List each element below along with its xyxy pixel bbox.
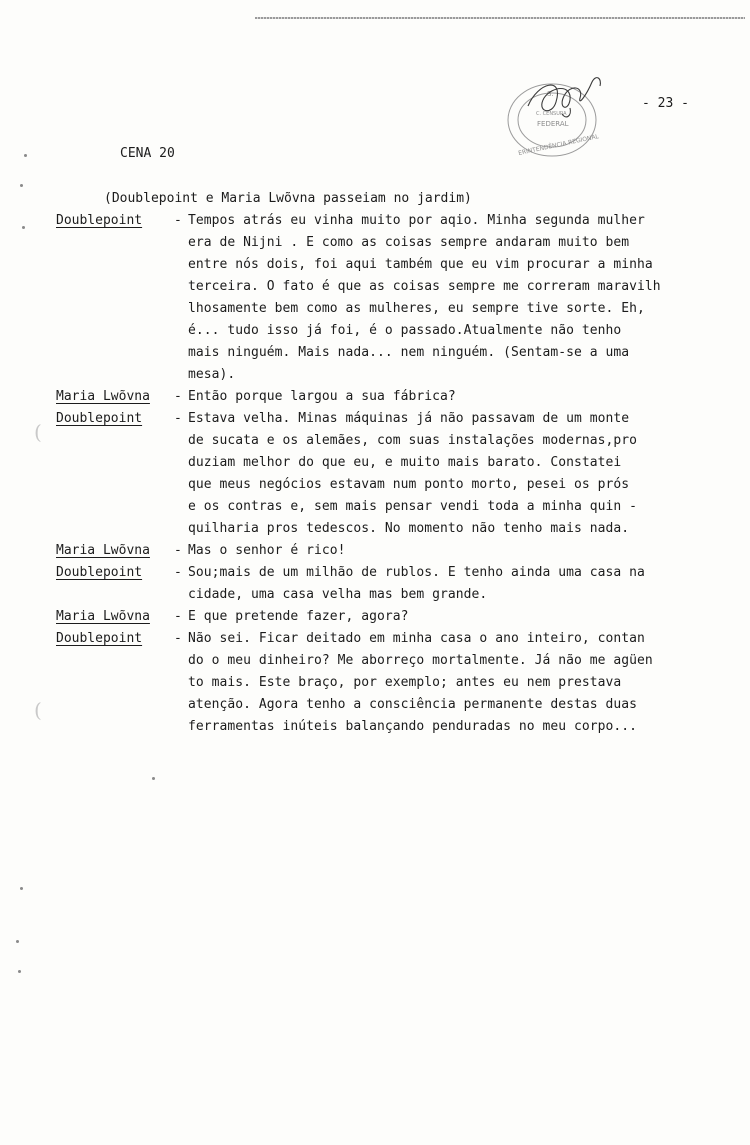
speech-text: Mas o senhor é rico! xyxy=(188,543,346,558)
dialogue-line xyxy=(0,389,750,411)
speaker-dash: - xyxy=(174,213,182,228)
censorship-stamp xyxy=(500,68,615,168)
speech-text: Estava velha. Minas máquinas já não passavam de um monte xyxy=(188,411,630,426)
speech-text: terceira. O fato é que as coisas sempre me correram maravilh xyxy=(188,279,661,294)
speech-text: Sou;mais de um milhão de rublos. E tenho ainda uma casa na xyxy=(188,565,645,580)
dialogue-line xyxy=(0,213,750,235)
top-rule xyxy=(255,17,745,19)
speech-text: quilharia pros tedescos. No momento não tenho mais nada. xyxy=(188,521,630,536)
speech-text: cidade, uma casa velha mas bem grande. xyxy=(188,587,488,602)
speech-text: lhosamente bem como as mulheres, eu sempre tive sorte. Eh, xyxy=(188,301,645,316)
margin-speck xyxy=(16,940,19,943)
speaker-name: Doublepoint xyxy=(56,565,143,580)
stamp-bottom-text: ERINTENDÊNCIA REGIONAL xyxy=(517,133,600,158)
speech-text: ferramentas inúteis balançando penduradas no meu corpo... xyxy=(188,719,637,734)
stamp-small-text: C. CENSURA xyxy=(536,111,567,117)
margin-speck xyxy=(20,887,23,890)
margin-speck xyxy=(22,226,25,229)
speaker-dash: - xyxy=(174,565,182,580)
speaker-dash: - xyxy=(174,411,182,426)
speech-text: to mais. Este braço, por exemplo; antes eu nem prestava xyxy=(188,675,622,690)
dialogue-line xyxy=(0,565,750,587)
speaker-dash: - xyxy=(174,609,182,624)
speech-text: de sucata e os alemães, com suas instalações modernas,pro xyxy=(188,433,637,448)
speech-text: Tempos atrás eu vinha muito por aqio. Minha segunda mulher xyxy=(188,213,645,228)
dialogue-block xyxy=(0,213,750,741)
speaker-name: Doublepoint xyxy=(56,631,143,646)
margin-speck xyxy=(18,970,21,973)
page-number: - 23 - xyxy=(642,96,689,111)
scene-title: CENA 20 xyxy=(120,146,175,161)
speaker-name: Maria Lwõvna xyxy=(56,389,150,404)
speech-text: E que pretende fazer, agora? xyxy=(188,609,409,624)
punch-hole-mark: ( xyxy=(34,420,42,444)
stamp-middle-text: FEDERAL xyxy=(537,120,569,128)
speech-text: atenção. Agora tenho a consciência permanente destas duas xyxy=(188,697,637,712)
speech-text: é... tudo isso já foi, é o passado.Atualmente não tenho xyxy=(188,323,622,338)
dialogue-line xyxy=(0,609,750,631)
margin-speck xyxy=(152,777,155,780)
speech-text: mais ninguém. Mais nada... nem ninguém. (Sentam-se a uma xyxy=(188,345,630,360)
speech-text: entre nós dois, foi aqui também que eu vim procurar a minha xyxy=(188,257,653,272)
stamp-top-text: S. xyxy=(547,90,554,98)
dialogue-line xyxy=(0,543,750,565)
speech-text: do o meu dinheiro? Me aborreço mortalmente. Já não me agüen xyxy=(188,653,653,668)
speech-text: e os contras e, sem mais pensar vendi toda a minha quin - xyxy=(188,499,637,514)
speech-text: duziam melhor do que eu, e muito mais barato. Constatei xyxy=(188,455,622,470)
speaker-name: Doublepoint xyxy=(56,213,143,228)
speaker-name: Maria Lwõvna xyxy=(56,609,150,624)
speaker-dash: - xyxy=(174,389,182,404)
margin-speck xyxy=(20,184,23,187)
stage-direction: (Doublepoint e Maria Lwõvna passeiam no jardim) xyxy=(104,191,472,206)
speaker-name: Maria Lwõvna xyxy=(56,543,150,558)
speech-text: que meus negócios estavam num ponto morto, pesei os prós xyxy=(188,477,630,492)
dialogue-line xyxy=(0,411,750,433)
margin-speck xyxy=(24,154,27,157)
punch-hole-mark: ( xyxy=(34,698,42,722)
speech-text: Então porque largou a sua fábrica? xyxy=(188,389,456,404)
speech-text: mesa). xyxy=(188,367,236,382)
speech-text: era de Nijni . E como as coisas sempre andaram muito bem xyxy=(188,235,630,250)
speaker-dash: - xyxy=(174,631,182,646)
speaker-name: Doublepoint xyxy=(56,411,143,426)
speech-text: Não sei. Ficar deitado em minha casa o ano inteiro, contan xyxy=(188,631,645,646)
dialogue-line xyxy=(0,631,750,653)
speaker-dash: - xyxy=(174,543,182,558)
